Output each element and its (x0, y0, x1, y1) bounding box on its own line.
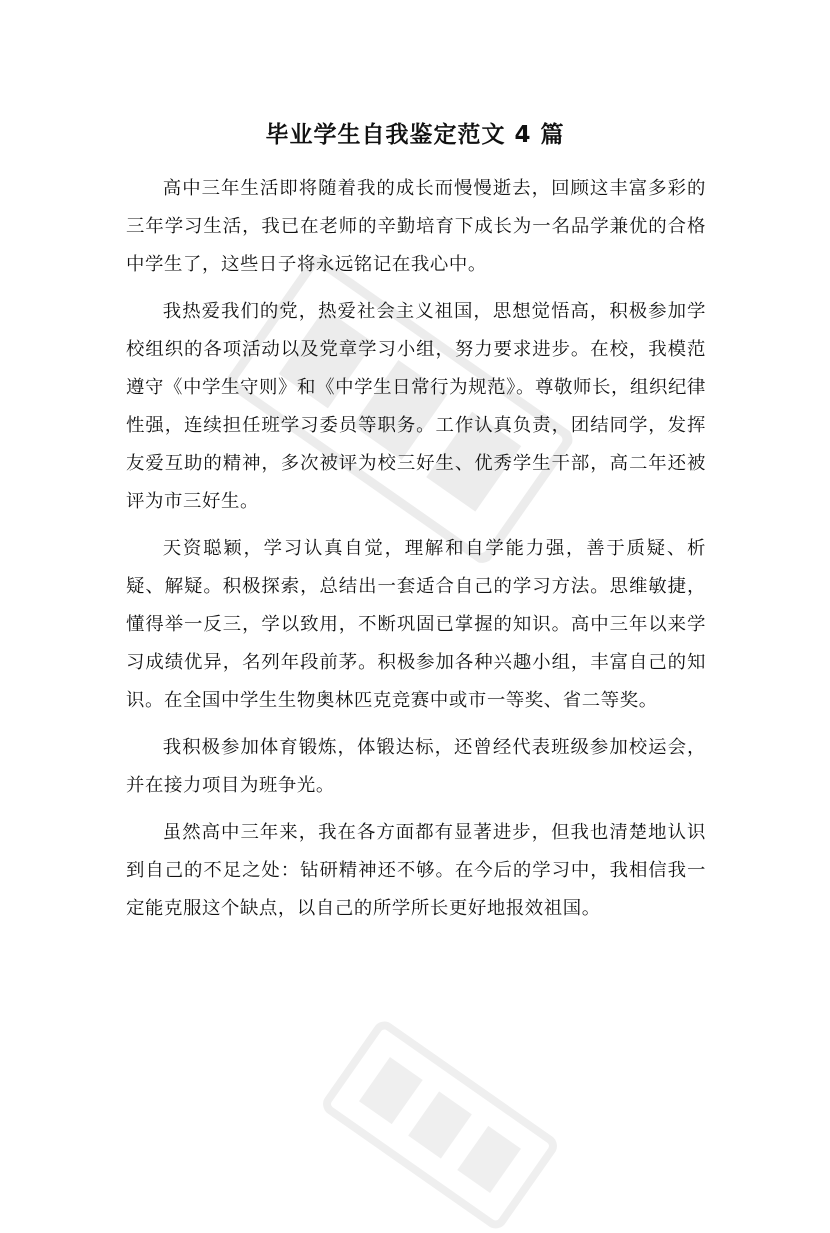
paragraph: 我积极参加体育锻炼，体锻达标，还曾经代表班级参加校运会，并在接力项目为班争光。 (126, 737, 706, 796)
paragraph: 天资聪颖，学习认真自觉，理解和自学能力强，善于质疑、析疑、解疑。积极探索，总结出一套适合自己的学习方法。思维敏捷，懂得举一反三，学以致用，不断巩固已掌握的知识。高中三年以来学习成绩优异，名列年段前茅。积极参加各种兴趣小组，丰富自己的知识。在全国中学生生物奥林匹克竞赛中或市一等奖、省二等奖。 (126, 538, 706, 711)
page-title: 毕业学生自我鉴定范文 4 篇 (265, 122, 565, 148)
watermark-logo-icon-bottom (318, 1017, 561, 1233)
paragraph: 虽然高中三年来，我在各方面都有显著进步，但我也清楚地认识到自己的不足之处：钻研精神还不够。在今后的学习中，我相信我一定能克服这个缺点，以自己的所学所长更好地报效祖国。 (126, 822, 706, 919)
paragraph: 我热爱我们的党，热爱社会主义祖国，思想觉悟高，积极参加学校组织的各项活动以及党章学习小组，努力要求进步。在校，我模范遵守《中学生守则》和《中学生日常行为规范》。尊敬师长，组织纪律性强，连续担任班学习委员等职务。工作认真负责，团结同学，发挥友爱互助的精神，多次被评为校三好生、优秀学生干部，高二年还被评为市三好生。 (126, 301, 706, 512)
paragraph: 高中三年生活即将随着我的成长而慢慢逝去，回顾这丰富多彩的三年学习生活，我已在老师的辛勤培育下成长为一名品学兼优的合格中学生了，这些日子将永远铭记在我心中。 (126, 178, 706, 275)
document-body (126, 170, 706, 937)
